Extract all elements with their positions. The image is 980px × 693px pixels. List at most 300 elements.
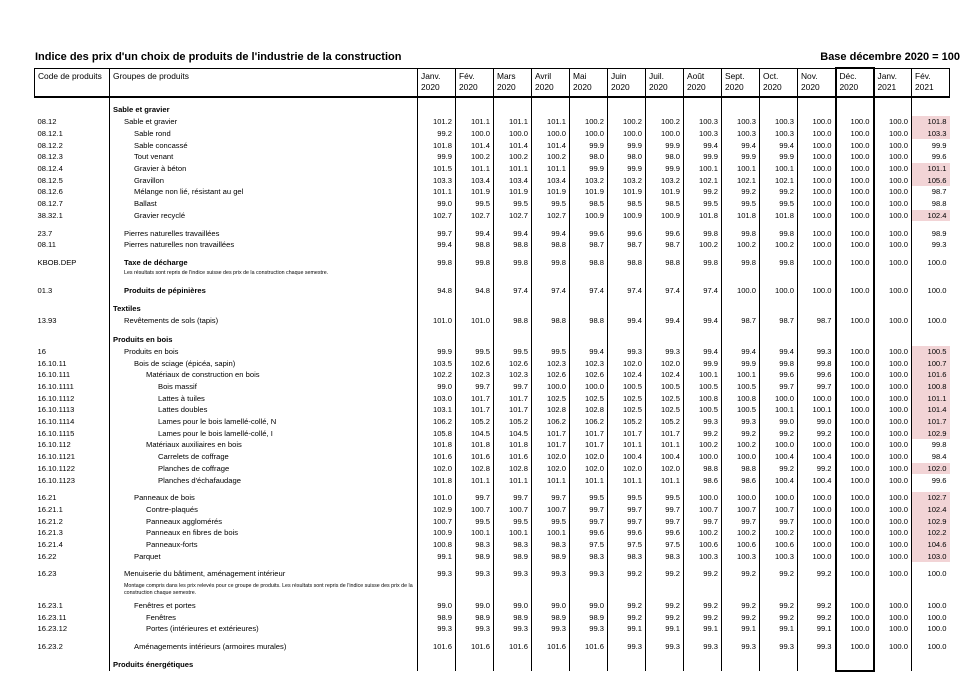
value-cell: 102.3 [570, 357, 608, 369]
value-cell: 100.3 [722, 550, 760, 562]
value-cell: 99.8 [798, 357, 836, 369]
value-cell: 101.9 [646, 186, 684, 198]
header-month-base [836, 68, 874, 97]
product-group-name: Portes (intérieures et extérieures) [110, 623, 418, 635]
value-cell: 102.7 [456, 210, 494, 222]
value-cell: 101.9 [532, 186, 570, 198]
value-cell: 100.8 [418, 539, 456, 551]
value-cell: 99.2 [418, 128, 456, 140]
value-cell: 101.1 [456, 474, 494, 486]
value-cell: 99.6 [646, 227, 684, 239]
table-row [35, 381, 950, 393]
value-cell: 99.8 [418, 257, 456, 269]
product-group-name: Pierres naturelles travaillées [110, 227, 418, 239]
product-group-name: Sable rond [110, 128, 418, 140]
value-cell: 99.7 [570, 515, 608, 527]
table-row [35, 600, 950, 612]
table-row [35, 284, 950, 296]
value-cell: 100.1 [760, 404, 798, 416]
header-month [608, 68, 646, 97]
value-cell: 99.3 [684, 641, 722, 653]
value-cell: 99.6 [798, 369, 836, 381]
value-cell: 101.4 [494, 139, 532, 151]
value-cell: 101.8 [418, 474, 456, 486]
value-cell: 100.3 [684, 550, 722, 562]
value-cell [532, 658, 570, 671]
value-cell: 100.7 [418, 515, 456, 527]
value-cell: 100.2 [722, 239, 760, 251]
value-cell [874, 580, 912, 600]
value-cell: 98.8 [608, 257, 646, 269]
value-cell: 99.3 [456, 623, 494, 635]
value-cell: 100.4 [760, 474, 798, 486]
value-cell: 98.6 [722, 474, 760, 486]
value-cell: 97.4 [608, 284, 646, 296]
product-code: 16.10.112 [37, 440, 71, 450]
value-cell: 99.7 [798, 381, 836, 393]
value-cell [874, 302, 912, 315]
value-cell: 100.0 [836, 474, 874, 486]
header-month-year: 2020 [535, 81, 554, 92]
value-cell: 101.1 [494, 163, 532, 175]
value-cell [418, 580, 456, 600]
value-cell: 101.1 [456, 163, 494, 175]
value-cell: 102.2 [418, 369, 456, 381]
value-cell: 101.4 [532, 139, 570, 151]
product-group-name: Sable concassé [110, 139, 418, 151]
value-cell: 99.0 [456, 600, 494, 612]
base-label: Base décembre 2020 = 100 [820, 51, 960, 63]
product-code: 08.12.3 [37, 152, 63, 162]
value-cell: 97.5 [646, 539, 684, 551]
value-cell [570, 658, 608, 671]
header-month-year: 2020 [687, 81, 706, 92]
value-cell: 106.2 [532, 416, 570, 428]
value-cell: 100.0 [912, 623, 950, 635]
value-cell [418, 268, 456, 278]
value-cell [760, 103, 798, 116]
value-cell: 103.4 [456, 174, 494, 186]
table-row [35, 116, 950, 128]
value-cell: 100.0 [798, 257, 836, 269]
value-cell: 97.4 [684, 284, 722, 296]
product-group-name: Gravier à béton [110, 163, 418, 175]
value-cell: 102.3 [456, 369, 494, 381]
value-cell: 100.4 [760, 451, 798, 463]
value-cell: 102.8 [532, 404, 570, 416]
value-cell: 99.2 [646, 568, 684, 580]
value-cell [684, 333, 722, 346]
value-cell: 98.9 [532, 550, 570, 562]
value-cell [418, 333, 456, 346]
section-row [35, 333, 950, 346]
value-cell: 100.0 [874, 463, 912, 475]
table-row [35, 151, 950, 163]
value-cell: 106.2 [570, 416, 608, 428]
value-cell: 99.7 [456, 492, 494, 504]
value-cell-highlight: 102.9 [912, 427, 950, 439]
table-row [35, 451, 950, 463]
value-cell: 103.3 [418, 174, 456, 186]
value-cell: 102.0 [418, 463, 456, 475]
value-cell: 99.8 [760, 357, 798, 369]
value-cell: 100.0 [798, 151, 836, 163]
value-cell: 101.0 [418, 492, 456, 504]
value-cell: 101.9 [456, 186, 494, 198]
value-cell: 100.7 [494, 504, 532, 516]
value-cell: 99.1 [646, 623, 684, 635]
value-cell: 100.0 [798, 227, 836, 239]
value-cell: 102.0 [608, 463, 646, 475]
header-group: Groupes de produits [110, 68, 418, 97]
value-cell: 99.7 [494, 381, 532, 393]
product-code: 16.23.1 [37, 601, 63, 611]
value-cell: 100.0 [798, 239, 836, 251]
value-cell: 98.8 [646, 257, 684, 269]
value-cell: 99.9 [570, 139, 608, 151]
value-cell [684, 580, 722, 600]
value-cell: 100.0 [874, 568, 912, 580]
value-cell: 99.3 [684, 416, 722, 428]
value-cell: 98.9 [456, 550, 494, 562]
value-cell: 99.2 [760, 186, 798, 198]
value-cell: 100.0 [836, 463, 874, 475]
header-month-name: Mai [573, 70, 587, 81]
value-cell: 98.3 [494, 539, 532, 551]
value-cell: 99.0 [418, 600, 456, 612]
header-month-name: Fév. [915, 70, 931, 81]
value-cell: 99.2 [760, 568, 798, 580]
value-cell: 99.2 [722, 186, 760, 198]
value-cell: 100.0 [874, 139, 912, 151]
value-cell: 101.2 [418, 116, 456, 128]
value-cell: 99.6 [570, 527, 608, 539]
value-cell: 100.2 [532, 151, 570, 163]
value-cell: 100.0 [836, 568, 874, 580]
value-cell: 99.3 [798, 346, 836, 358]
value-cell: 103.2 [608, 174, 646, 186]
value-cell [494, 302, 532, 315]
value-cell [456, 302, 494, 315]
value-cell: 103.4 [532, 174, 570, 186]
value-cell [722, 333, 760, 346]
value-cell: 94.8 [456, 284, 494, 296]
value-cell: 103.2 [570, 174, 608, 186]
value-cell: 100.0 [874, 404, 912, 416]
value-cell-highlight: 101.4 [912, 404, 950, 416]
table-row [35, 369, 950, 381]
value-cell: 99.7 [646, 504, 684, 516]
header-month [684, 68, 722, 97]
value-cell [912, 580, 950, 600]
product-code: 08.12.4 [37, 164, 63, 174]
table-row [35, 392, 950, 404]
value-cell: 100.0 [836, 641, 874, 653]
product-code: 16.21.3 [37, 528, 63, 538]
value-cell: 100.0 [836, 227, 874, 239]
value-cell [874, 268, 912, 278]
product-code: 16.10.1111 [37, 382, 74, 392]
value-cell-highlight: 101.1 [912, 163, 950, 175]
value-cell-highlight: 101.6 [912, 369, 950, 381]
value-cell: 100.0 [874, 315, 912, 327]
value-cell: 99.3 [494, 568, 532, 580]
value-cell [608, 580, 646, 600]
value-cell: 100.1 [798, 404, 836, 416]
value-cell: 101.1 [646, 474, 684, 486]
value-cell: 101.7 [570, 439, 608, 451]
value-cell [684, 658, 722, 671]
value-cell: 100.0 [874, 504, 912, 516]
value-cell: 101.1 [418, 186, 456, 198]
value-cell: 102.1 [722, 174, 760, 186]
value-cell: 99.7 [608, 504, 646, 516]
value-cell: 99.9 [912, 139, 950, 151]
product-group-name: Lattes doubles [110, 404, 418, 416]
product-group-name: Planches d'échafaudage [110, 474, 418, 486]
value-cell [646, 302, 684, 315]
header-month-name: Nov. [801, 70, 818, 81]
value-cell: 100.0 [570, 381, 608, 393]
value-cell: 102.5 [646, 392, 684, 404]
value-cell: 98.4 [912, 451, 950, 463]
value-cell: 100.0 [836, 550, 874, 562]
section-row [35, 103, 950, 116]
value-cell: 101.1 [608, 474, 646, 486]
value-cell: 102.8 [456, 463, 494, 475]
table-row [35, 527, 950, 539]
value-cell: 99.0 [760, 416, 798, 428]
product-code: 16.10.1122 [37, 463, 75, 473]
product-group-name: Panneaux de bois [110, 492, 418, 504]
value-cell: 101.8 [456, 439, 494, 451]
product-code: 08.12 [37, 117, 57, 127]
value-cell [874, 658, 912, 671]
table-row [35, 641, 950, 653]
value-cell: 102.4 [646, 369, 684, 381]
value-cell [798, 268, 836, 278]
value-cell: 99.4 [494, 227, 532, 239]
header-month [418, 68, 456, 97]
table-row [35, 427, 950, 439]
value-cell: 100.0 [836, 116, 874, 128]
value-cell: 99.8 [760, 257, 798, 269]
value-cell: 99.2 [798, 568, 836, 580]
value-cell: 102.0 [608, 357, 646, 369]
table-row [35, 492, 950, 504]
value-cell: 99.3 [608, 641, 646, 653]
value-cell: 98.7 [760, 315, 798, 327]
table-row [35, 439, 950, 451]
product-code: 16.10.1113 [37, 405, 75, 415]
header-month-year: 2020 [573, 81, 592, 92]
value-cell: 101.6 [418, 451, 456, 463]
value-cell: 100.0 [874, 116, 912, 128]
value-cell: 100.0 [836, 451, 874, 463]
value-cell: 99.0 [418, 198, 456, 210]
value-cell-highlight: 100.5 [912, 346, 950, 358]
value-cell [836, 103, 874, 116]
value-cell-highlight: 101.1 [912, 392, 950, 404]
value-cell: 100.0 [836, 257, 874, 269]
value-cell: 101.9 [608, 186, 646, 198]
header-month [722, 68, 760, 97]
header-month [570, 68, 608, 97]
value-cell: 100.0 [684, 492, 722, 504]
value-cell: 99.4 [570, 346, 608, 358]
value-cell: 101.7 [532, 427, 570, 439]
value-cell: 103.5 [418, 357, 456, 369]
value-cell: 100.0 [874, 451, 912, 463]
value-cell: 103.2 [646, 174, 684, 186]
value-cell: 100.0 [760, 284, 798, 296]
value-cell-highlight: 102.2 [912, 527, 950, 539]
value-cell: 97.4 [570, 284, 608, 296]
value-cell [570, 333, 608, 346]
product-group-name: Produits de pépinières [110, 284, 418, 296]
value-cell: 100.0 [798, 515, 836, 527]
value-cell [874, 333, 912, 346]
value-cell: 100.0 [874, 239, 912, 251]
value-cell: 100.0 [874, 527, 912, 539]
value-cell: 100.5 [722, 404, 760, 416]
product-group-name: Pierres naturelles non travaillées [110, 239, 418, 251]
header-month-year: 2020 [725, 81, 744, 92]
product-group-name: Parquet [110, 550, 418, 562]
value-cell: 100.0 [798, 392, 836, 404]
value-cell: 100.0 [836, 427, 874, 439]
value-cell: 100.0 [874, 611, 912, 623]
value-cell-highlight: 101.8 [912, 116, 950, 128]
value-cell: 100.0 [798, 539, 836, 551]
value-cell: 99.6 [912, 151, 950, 163]
value-cell: 102.4 [608, 369, 646, 381]
value-cell: 101.7 [494, 404, 532, 416]
value-cell: 101.5 [418, 163, 456, 175]
value-cell: 98.3 [608, 550, 646, 562]
value-cell: 104.5 [456, 427, 494, 439]
product-group-name: Lames pour le bois lamellé-collé, N [110, 416, 418, 428]
value-cell: 99.0 [532, 600, 570, 612]
header-month-year: 2021 [915, 81, 934, 92]
value-cell [798, 580, 836, 600]
product-code: 16 [37, 346, 46, 356]
value-cell: 99.9 [418, 346, 456, 358]
value-cell: 99.2 [608, 600, 646, 612]
value-cell [646, 580, 684, 600]
value-cell: 100.2 [456, 151, 494, 163]
header-month-year: 2020 [763, 81, 782, 92]
value-cell: 100.0 [836, 346, 874, 358]
value-cell-highlight: 103.0 [912, 550, 950, 562]
product-code: 16.21.4 [37, 539, 63, 549]
value-cell-highlight: 102.4 [912, 210, 950, 222]
value-cell: 99.7 [532, 492, 570, 504]
value-cell: 100.5 [684, 404, 722, 416]
value-cell: 100.2 [760, 527, 798, 539]
value-cell: 99.3 [722, 416, 760, 428]
value-cell: 100.0 [722, 284, 760, 296]
header-month-name: Avril [535, 70, 552, 81]
value-cell: 99.2 [684, 600, 722, 612]
value-cell: 97.5 [608, 539, 646, 551]
table-row [35, 550, 950, 562]
value-cell: 98.7 [912, 186, 950, 198]
value-cell: 102.0 [570, 451, 608, 463]
product-code: 16.23.2 [37, 642, 63, 652]
value-cell: 98.8 [456, 239, 494, 251]
value-cell [494, 103, 532, 116]
value-cell [836, 658, 874, 671]
value-cell [532, 333, 570, 346]
table-body [35, 97, 950, 671]
value-cell: 98.7 [570, 239, 608, 251]
product-code: 16.10.1114 [37, 417, 75, 427]
value-cell: 100.0 [912, 315, 950, 327]
value-cell: 98.8 [494, 239, 532, 251]
value-cell: 99.0 [494, 600, 532, 612]
value-cell: 100.5 [608, 381, 646, 393]
table-row [35, 239, 950, 251]
value-cell: 99.5 [456, 198, 494, 210]
value-cell: 99.2 [722, 611, 760, 623]
value-cell: 100.0 [836, 611, 874, 623]
value-cell: 100.0 [798, 492, 836, 504]
value-cell: 101.1 [532, 163, 570, 175]
value-cell: 100.7 [532, 504, 570, 516]
value-cell: 101.8 [418, 139, 456, 151]
section-heading: Textiles [110, 302, 418, 315]
value-cell: 101.1 [608, 439, 646, 451]
value-cell: 100.1 [456, 527, 494, 539]
value-cell: 102.8 [494, 463, 532, 475]
value-cell: 99.9 [722, 151, 760, 163]
value-cell: 99.8 [722, 257, 760, 269]
value-cell-highlight: 102.4 [912, 504, 950, 516]
value-cell: 100.1 [760, 163, 798, 175]
product-code: 08.12.2 [37, 140, 63, 150]
value-cell [912, 302, 950, 315]
value-cell: 99.9 [418, 151, 456, 163]
product-code: 16.21.1 [37, 504, 63, 514]
value-cell: 102.0 [570, 463, 608, 475]
value-cell: 99.9 [608, 163, 646, 175]
value-cell: 100.0 [836, 163, 874, 175]
value-cell [646, 268, 684, 278]
value-cell: 99.8 [722, 227, 760, 239]
value-cell: 102.7 [494, 210, 532, 222]
value-cell: 100.0 [836, 139, 874, 151]
value-cell: 99.8 [456, 257, 494, 269]
value-cell: 100.4 [798, 451, 836, 463]
value-cell: 98.5 [608, 198, 646, 210]
value-cell: 97.4 [532, 284, 570, 296]
value-cell: 99.1 [608, 623, 646, 635]
value-cell: 98.9 [494, 550, 532, 562]
value-cell: 99.8 [532, 257, 570, 269]
value-cell: 100.0 [836, 527, 874, 539]
value-cell: 98.7 [608, 239, 646, 251]
value-cell: 99.3 [646, 346, 684, 358]
value-cell: 99.4 [532, 227, 570, 239]
value-cell: 100.0 [836, 369, 874, 381]
product-code: 23.7 [37, 228, 53, 238]
value-cell [722, 658, 760, 671]
value-cell: 100.0 [722, 451, 760, 463]
header-month [798, 68, 836, 97]
value-cell: 100.0 [836, 210, 874, 222]
value-cell: 99.1 [684, 623, 722, 635]
